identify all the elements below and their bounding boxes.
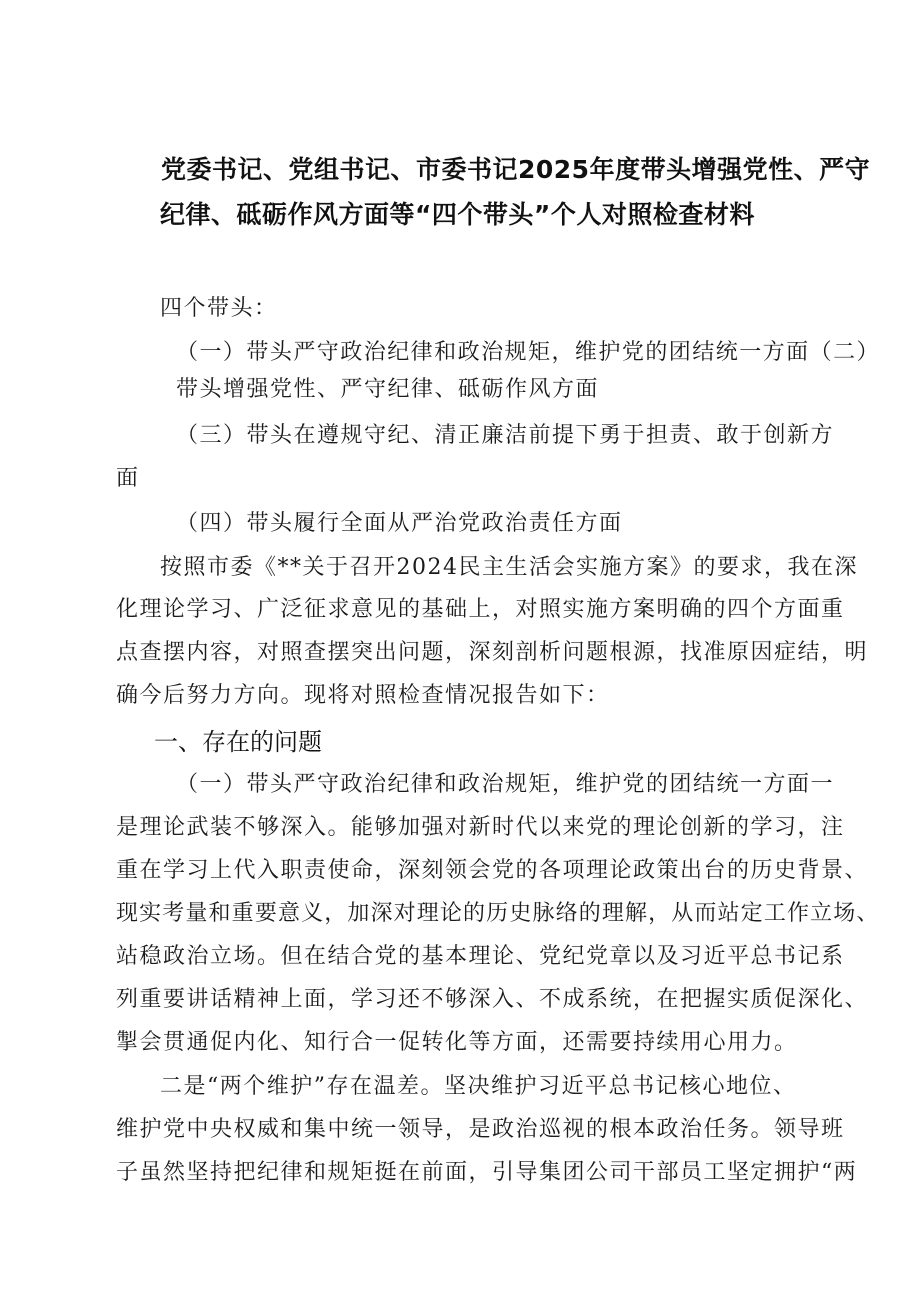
paragraph-line: 二是“两个维护”存在温差。坚决维护习近平总书记核心地位、 [160,1074,797,1099]
paragraph-line: 重在学习上代入职责使命，深刻领会党的各项理论政策出台的历史背景、 [116,858,869,883]
item-three-line-1: （三）带头在遵规守纪、清正廉洁前提下勇于担责、敢于创新方 [176,423,835,448]
document-title-line-1: 党委书记、党组书记、市委书记2025年度带头增强党性、严守 [161,155,871,184]
paragraph-line: 子虽然坚持把纪律和规矩挺在前面，引导集团公司干部员工坚定拥护“两 [116,1160,858,1185]
item-one-line-1: （一）带头严守政治纪律和政治规矩，维护党的团结统一方面（二） [176,340,881,365]
paragraph-line: 现实考量和重要意义，加深对理论的历史脉络的理解，从而站定工作立场、 [116,901,880,926]
paragraph-line: 站稳政治立场。但在结合党的基本理论、党纪党章以及习近平总书记系 [116,944,845,969]
paragraph-line: 列重要讲话精神上面，学习还不够深入、不成系统，在把握实质促深化、 [116,987,869,1012]
intro-label: 四个带头： [160,296,278,321]
paragraph-line: 确今后努力方向。现将对照检查情况报告如下： [116,683,610,708]
item-three-line-2: 面 [116,466,140,491]
section-heading: 一、存在的问题 [154,728,322,756]
paragraph-line: 维护党中央权威和集中统一领导，是政治巡视的根本政治任务。领导班 [116,1117,845,1142]
paragraph-line: 按照市委《**关于召开2024民主生活会实施方案》的要求，我在深 [160,555,858,580]
paragraph-line: 是理论武装不够深入。能够加强对新时代以来党的理论创新的学习，注 [116,815,845,840]
item-two-line: 带头增强党性、严守纪律、砥砺作风方面 [176,377,600,402]
paragraph-line: （一）带头严守政治纪律和政治规矩，维护党的团结统一方面一 [176,772,835,797]
paragraph-line: 掣会贯通促内化、知行合一促转化等方面，还需要持续用心用力。 [116,1030,798,1055]
paragraph-line: 化理论学习、广泛征求意见的基础上，对照实施方案明确的四个方面重 [116,597,845,622]
paragraph-line: 点查摆内容，对照查摆突出问题，深刻剖析问题根源，找准原因症结，明 [116,640,869,665]
document-title-line-2: 纪律、砥砺作风方面等“四个带头”个人对照检查材料 [160,200,755,229]
item-four-line: （四）带头履行全面从严治党政治责任方面 [176,511,623,536]
